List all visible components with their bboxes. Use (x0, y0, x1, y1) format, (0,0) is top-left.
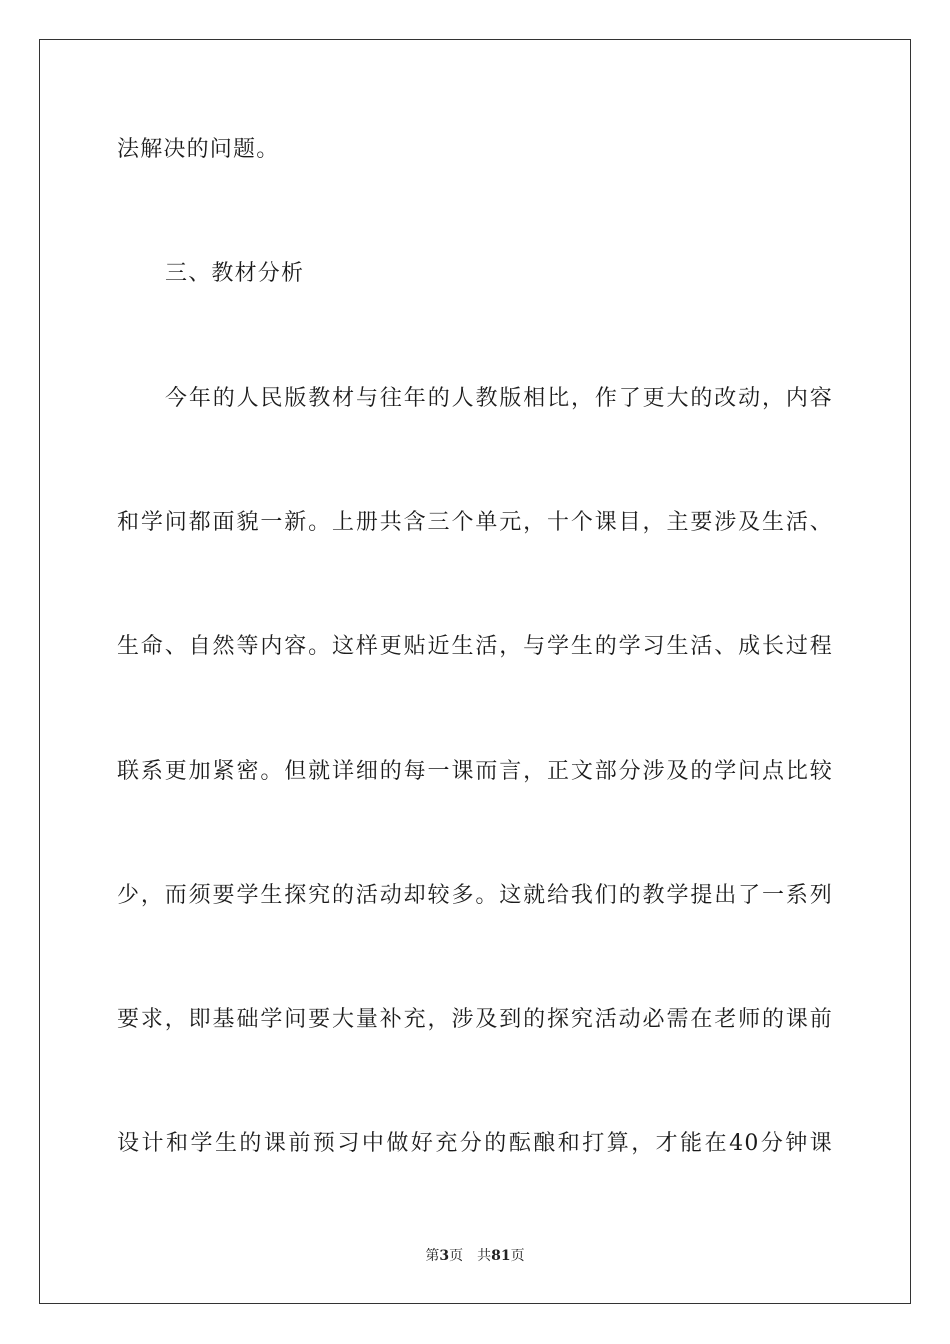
paragraph-line-1: 法解决的问题。 (117, 137, 280, 162)
paragraph-line-4: 生命、自然等内容。这样更贴近生活，与学生的学习生活、成长过程 (117, 634, 833, 659)
page-current: 3 (439, 1248, 450, 1264)
paragraph-line-3: 和学问都面貌一新。上册共含三个单元，十个课目，主要涉及生活、 (117, 510, 833, 535)
section-heading: 三、教材分析 (165, 261, 305, 286)
total-unit: 页 (510, 1248, 525, 1264)
page-total: 81 (491, 1248, 511, 1264)
paragraph-line-8: 设计和学生的课前预习中做好充分的酝酿和打算，才能在40分钟课 (117, 1131, 833, 1156)
paragraph-line-7: 要求，即基础学问要大量补充，涉及到的探究活动必需在老师的课前 (117, 1007, 833, 1032)
paragraph-line-2: 今年的人民版教材与往年的人教版相比，作了更大的改动，内容 (165, 386, 833, 411)
page-unit: 页 (449, 1248, 464, 1264)
paragraph-line-6: 少，而须要学生探究的活动却较多。这就给我们的教学提出了一系列 (117, 883, 833, 908)
total-prefix: 共 (477, 1248, 492, 1264)
page-footer (0, 1247, 950, 1265)
page-prefix: 第 (425, 1248, 440, 1264)
paragraph-line-5: 联系更加紧密。但就详细的每一课而言，正文部分涉及的学问点比较 (117, 759, 833, 784)
page-frame (39, 39, 911, 1304)
